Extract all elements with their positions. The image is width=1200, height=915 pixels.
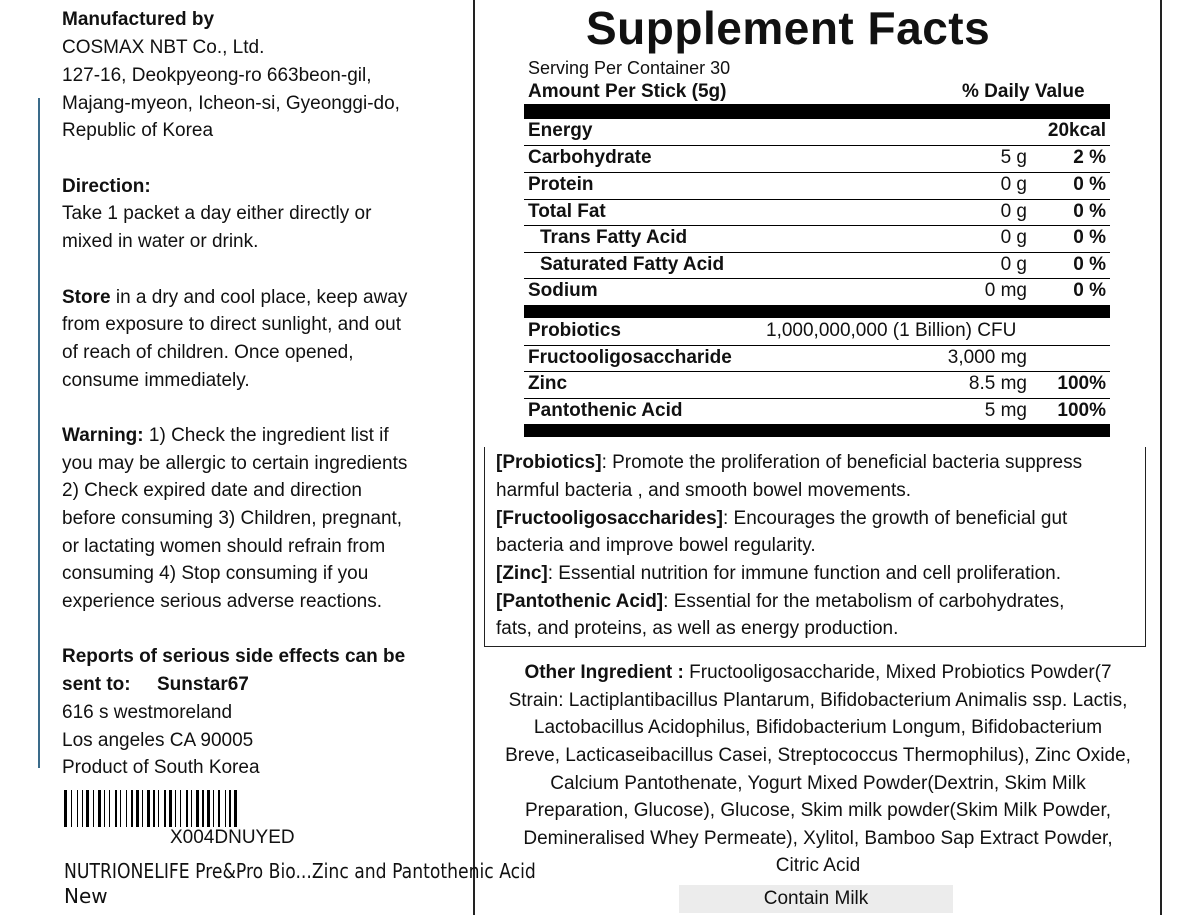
- manufacturer-line: COSMAX NBT Co., Ltd.: [62, 37, 265, 58]
- description-term: [Fructooligosaccharides]: [496, 508, 723, 529]
- other-ingredient-text: Fructooligosaccharide, Mixed Probiotics Powder(7: [683, 662, 1112, 683]
- barcode-bar: [98, 790, 101, 827]
- direction-label: Direction:: [62, 176, 151, 197]
- manufactured-label: Manufactured by: [62, 9, 215, 30]
- address-line: Los angeles CA 90005: [62, 730, 254, 751]
- description-text: bacteria and improve bowel regularity.: [496, 535, 816, 556]
- daily-value-header: % Daily Value: [962, 81, 1085, 102]
- nutrient-name: Zinc: [528, 373, 568, 394]
- direction-line: Take 1 packet a day either directly or: [62, 203, 372, 224]
- barcode-bar: [175, 790, 176, 827]
- other-ingredient-line: Citric Acid: [775, 855, 861, 876]
- nutrient-dv: 100%: [1057, 373, 1106, 394]
- direction-line: mixed in water or drink.: [62, 231, 259, 252]
- nutrient-dv: 20kcal: [1047, 120, 1106, 141]
- facts-row: [528, 225, 1108, 251]
- description-term: [Pantothenic Acid]: [496, 591, 664, 612]
- other-ingredient-line: Calcium Pantothenate, Yogurt Mixed Powder(Dextrin, Skim Milk: [550, 773, 1086, 794]
- warning-line: consuming 4) Stop consuming if you: [62, 563, 369, 584]
- nutrient-amount: 5 g: [1000, 147, 1027, 168]
- description-text: : Essential for the metabolism of carbohydrates,: [663, 591, 1065, 612]
- description-text: fats, and proteins, as well as energy production.: [496, 618, 899, 639]
- facts-row: [528, 318, 1108, 344]
- nutrient-name: Trans Fatty Acid: [540, 227, 688, 248]
- warning-line: before consuming 3) Children, pregnant,: [62, 508, 403, 529]
- nutrient-amount: 5 mg: [984, 400, 1027, 421]
- store-line: consume immediately.: [62, 370, 250, 391]
- description-line: [496, 588, 1064, 616]
- product-name: NUTRIONELIFE Pre&Pro Bio...Zinc and Pantothenic Acid: [64, 859, 536, 883]
- nutrient-amount: 0 g: [1000, 174, 1027, 195]
- nutrient-name: Fructooligosaccharide: [528, 347, 732, 368]
- store-text: in a dry and cool place, keep away: [110, 287, 408, 308]
- barcode-bar: [229, 790, 231, 827]
- nutrient-name: Sodium: [528, 280, 598, 301]
- description-line: [496, 449, 1082, 477]
- nutrient-dv: 0 %: [1073, 280, 1106, 301]
- barcode-bar: [126, 790, 127, 827]
- description-line: [496, 532, 816, 560]
- nutrient-amount: 0 g: [1000, 254, 1027, 275]
- nutrient-dv: 0 %: [1073, 227, 1106, 248]
- barcode-bar: [82, 790, 83, 827]
- barcode-bar: [115, 790, 117, 827]
- description-term: [Probiotics]: [496, 452, 602, 473]
- supplement-facts-title: Supplement Facts: [586, 2, 991, 54]
- barcode-bar: [164, 790, 166, 827]
- facts-thick-bar: [524, 305, 1110, 318]
- barcode-bar: [147, 790, 150, 827]
- nutrient-name: Saturated Fatty Acid: [540, 254, 725, 275]
- description-text: : Essential nutrition for immune function and cell proliferation.: [547, 563, 1061, 584]
- facts-thick-bar: [524, 424, 1110, 437]
- barcode-bar: [153, 790, 155, 827]
- other-ingredient-line: Breve, Lacticaseibacillus Casei, Streptococcus Thermophilus), Zinc Oxide,: [505, 745, 1131, 766]
- serving-per-container: Serving Per Container 30: [528, 58, 731, 78]
- barcode-bar: [196, 790, 199, 827]
- nutrient-dv: 2 %: [1073, 147, 1106, 168]
- barcode-number: X004DNUYED: [170, 827, 295, 848]
- other-ingredient-line: Demineralised Whey Permeate), Xylitol, Bamboo Sap Extract Powder,: [523, 828, 1113, 849]
- description-line: [496, 477, 911, 505]
- left-info-panel: [0, 0, 473, 915]
- other-ingredient-line: Strain: Lactiplantibacillus Plantarum, Bifidobacterium Animalis ssp. Lactis,: [508, 690, 1128, 711]
- description-line: [496, 615, 898, 643]
- warning-line: 2) Check expired date and direction: [62, 480, 362, 501]
- nutrient-amount: 0 g: [1000, 201, 1027, 222]
- other-ingredient-line: Preparation, Glucose), Glucose, Skim milk powder(Skim Milk Powder,: [524, 800, 1112, 821]
- barcode-bar: [234, 790, 237, 827]
- warning-label: Warning:: [62, 425, 144, 446]
- store-line: of reach of children. Once opened,: [62, 342, 354, 363]
- address-line: 616 s westmoreland: [62, 702, 233, 723]
- barcode-bar: [109, 790, 110, 827]
- store-line: [62, 284, 407, 312]
- nutrient-amount: 8.5 mg: [968, 373, 1027, 394]
- facts-row: [528, 345, 1108, 371]
- barcode-bar: [158, 790, 159, 827]
- nutrient-amount: 0 g: [1000, 227, 1027, 248]
- facts-row: [528, 398, 1108, 424]
- nutrient-dv: 0 %: [1073, 201, 1106, 222]
- store-label: Store: [62, 287, 111, 308]
- left-margin-line: [38, 98, 40, 768]
- facts-row: [528, 172, 1108, 198]
- barcode-bar: [136, 790, 139, 827]
- description-term: [Zinc]: [496, 563, 548, 584]
- reports-line: Reports of serious side effects can be: [62, 646, 406, 667]
- barcode-bar: [225, 790, 226, 827]
- warning-line: you may be allergic to certain ingredients: [62, 453, 408, 474]
- facts-row: [528, 371, 1108, 397]
- facts-thick-bar: [524, 104, 1110, 119]
- barcode-bar: [104, 790, 105, 827]
- address-line: Product of South Korea: [62, 757, 260, 778]
- warning-line: or lactating women should refrain from: [62, 536, 386, 557]
- facts-row: [528, 252, 1108, 278]
- barcode-bar: [213, 790, 214, 827]
- barcode: [64, 790, 409, 827]
- description-text: harmful bacteria , and smooth bowel movements.: [496, 480, 912, 501]
- nutrient-dv: 0 %: [1073, 174, 1106, 195]
- barcode-bar: [169, 790, 172, 827]
- description-line: [496, 505, 1067, 533]
- nutrient-amount: 1,000,000,000 (1 Billion) CFU: [766, 320, 1017, 341]
- facts-row: [528, 199, 1108, 225]
- warning-text: 1) Check the ingredient list if: [143, 425, 389, 446]
- nutrient-amount: 0 mg: [984, 280, 1027, 301]
- other-ingredient-line: Lactobacillus Acidophilus, Bifidobacterium Longum, Bifidobacterium: [533, 717, 1103, 738]
- barcode-bar: [218, 790, 220, 827]
- nutrient-name: Pantothenic Acid: [528, 400, 683, 421]
- barcode-bar: [202, 790, 204, 827]
- facts-row: [528, 145, 1108, 171]
- warning-line: [62, 422, 389, 450]
- barcode-bar: [191, 790, 192, 827]
- manufacturer-line: 127-16, Deokpyeong-ro 663beon-gil,: [62, 65, 372, 86]
- nutrient-name: Energy: [528, 120, 593, 141]
- barcode-bar: [131, 790, 133, 827]
- facts-row: [528, 118, 1108, 144]
- store-line: from exposure to direct sunlight, and out: [62, 314, 402, 335]
- other-ingredient-label: Other Ingredient :: [524, 662, 684, 683]
- condition-label: New: [64, 884, 108, 908]
- barcode-bar: [120, 790, 121, 827]
- nutrient-amount: 3,000 mg: [947, 347, 1027, 368]
- facts-row: [528, 278, 1108, 304]
- barcode-bar: [142, 790, 143, 827]
- description-text: : Promote the proliferation of beneficial bacteria suppress: [601, 452, 1083, 473]
- barcode-bar: [207, 790, 210, 827]
- manufacturer-line: Republic of Korea: [62, 120, 214, 141]
- barcode-bar: [77, 790, 78, 827]
- nutrient-name: Total Fat: [528, 201, 606, 222]
- other-ingredient-line: [475, 659, 1161, 687]
- nutrient-dv: 100%: [1057, 400, 1106, 421]
- barcode-bar: [93, 790, 94, 827]
- barcode-bar: [86, 790, 89, 827]
- warning-line: experience serious adverse reactions.: [62, 591, 383, 612]
- barcode-bar: [64, 790, 67, 827]
- nutrient-name: Probiotics: [528, 320, 621, 341]
- nutrient-dv: 0 %: [1073, 254, 1106, 275]
- barcode-bar: [71, 790, 72, 827]
- barcode-bar: [186, 790, 188, 827]
- description-text: : Encourages the growth of beneficial gut: [723, 508, 1068, 529]
- nutrient-name: Protein: [528, 174, 594, 195]
- description-line: [496, 560, 1061, 588]
- barcode-bar: [180, 790, 181, 827]
- amount-per-stick-header: Amount Per Stick (5g): [528, 81, 727, 102]
- allergen-notice: Contain Milk: [679, 885, 953, 913]
- nutrient-name: Carbohydrate: [528, 147, 652, 168]
- manufacturer-line: Majang-myeon, Icheon-si, Gyeonggi-do,: [62, 93, 400, 114]
- reports-line: sent to: Sunstar67: [62, 674, 249, 695]
